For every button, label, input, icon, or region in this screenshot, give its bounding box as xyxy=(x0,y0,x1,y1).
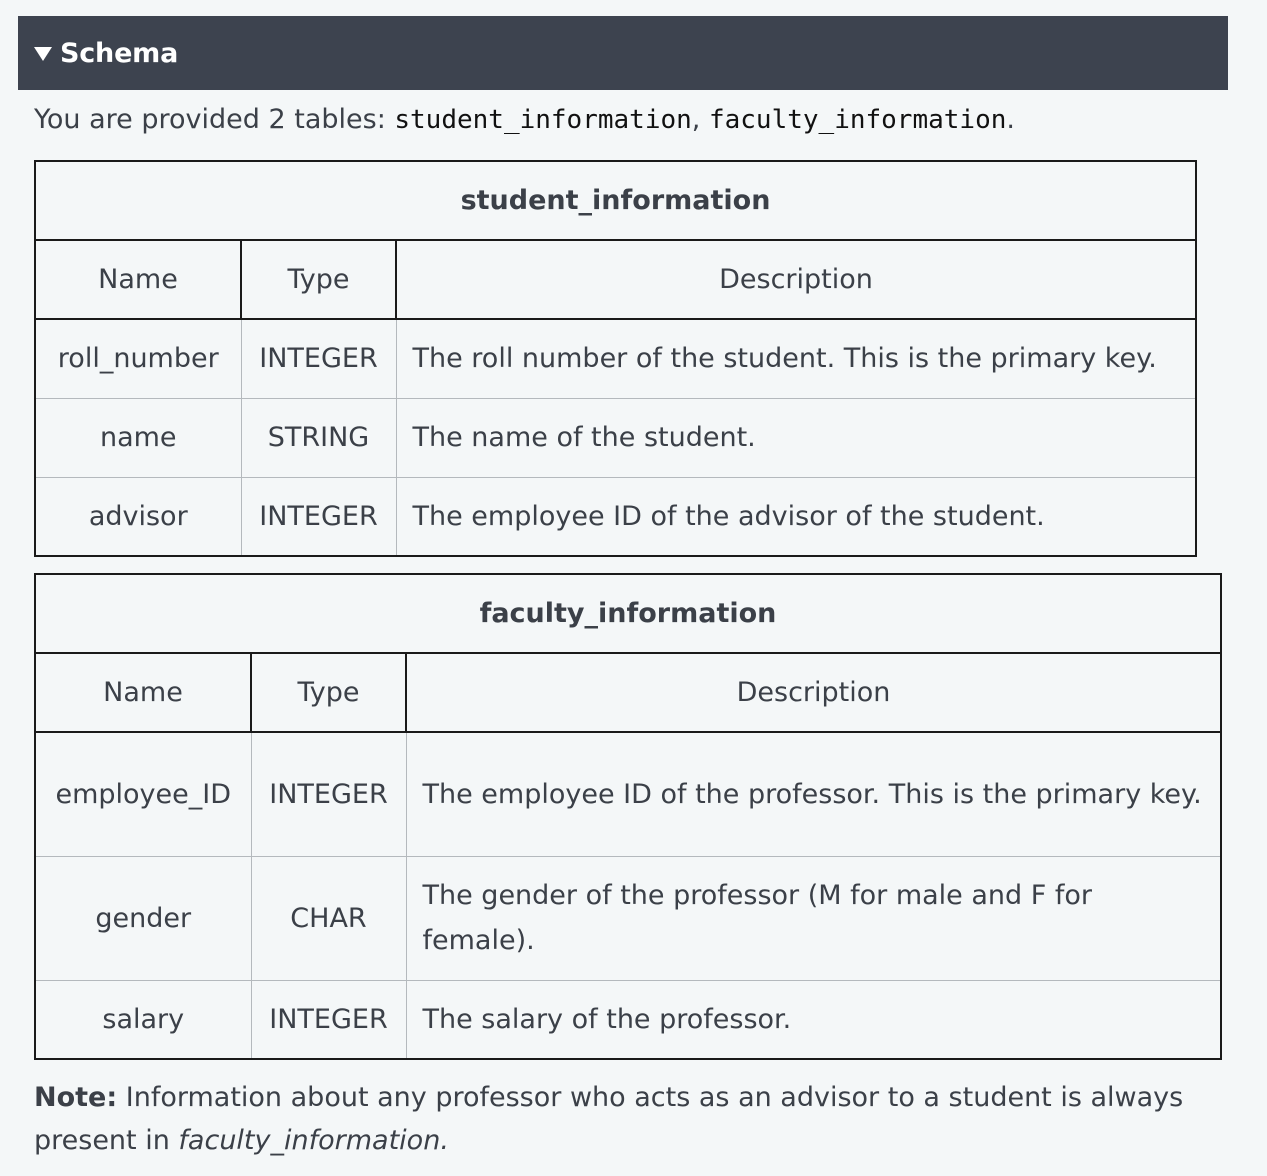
table-row xyxy=(35,477,1196,556)
table-title: student_information xyxy=(35,161,1196,240)
note-text: Information about any professor who acts as an advisor to a student is always present in xyxy=(34,1082,1184,1156)
cell-description: The gender of the professor (M for male and F for female). xyxy=(406,856,1221,980)
cell-type: INTEGER xyxy=(251,732,406,856)
table-row xyxy=(35,319,1196,398)
cell-type: STRING xyxy=(241,398,396,477)
table-row xyxy=(35,856,1221,980)
column-header-type: Type xyxy=(241,240,396,319)
note-label: Note: xyxy=(34,1082,118,1113)
note-suffix: . xyxy=(440,1125,449,1156)
cell-type: CHAR xyxy=(251,856,406,980)
table-title: faculty_information xyxy=(35,574,1221,653)
cell-name: name xyxy=(35,398,241,477)
note-paragraph xyxy=(34,1076,1234,1162)
table-row xyxy=(35,732,1221,856)
intro-prefix: You are provided 2 tables: xyxy=(34,104,395,135)
cell-description: The roll number of the student. This is the primary key. xyxy=(396,319,1196,398)
cell-description: The salary of the professor. xyxy=(406,980,1221,1059)
faculty-information-table xyxy=(34,573,1222,1060)
column-header-description: Description xyxy=(396,240,1196,319)
column-header-name: Name xyxy=(35,240,241,319)
student-information-table xyxy=(34,160,1197,557)
cell-description: The employee ID of the advisor of the student. xyxy=(396,477,1196,556)
intro-table2-code: faculty_information xyxy=(708,105,1007,135)
column-header-name: Name xyxy=(35,653,251,732)
schema-title: Schema xyxy=(60,37,179,69)
column-header-description: Description xyxy=(406,653,1221,732)
intro-separator: , xyxy=(691,104,709,135)
cell-name: gender xyxy=(35,856,251,980)
cell-type: INTEGER xyxy=(241,477,396,556)
schema-header[interactable] xyxy=(18,16,1228,90)
table-row xyxy=(35,980,1221,1059)
table-row xyxy=(35,398,1196,477)
cell-type: INTEGER xyxy=(241,319,396,398)
cell-type: INTEGER xyxy=(251,980,406,1059)
intro-table1-code: student_information xyxy=(394,105,692,135)
intro-text xyxy=(34,100,1015,140)
note-table-name: faculty_information xyxy=(178,1125,441,1156)
intro-suffix: . xyxy=(1006,104,1015,135)
cell-name: employee_ID xyxy=(35,732,251,856)
cell-name: roll_number xyxy=(35,319,241,398)
column-header-type: Type xyxy=(251,653,406,732)
cell-description: The name of the student. xyxy=(396,398,1196,477)
cell-name: salary xyxy=(35,980,251,1059)
cell-name: advisor xyxy=(35,477,241,556)
cell-description: The employee ID of the professor. This is the primary key. xyxy=(406,732,1221,856)
caret-down-icon[interactable] xyxy=(34,47,52,61)
